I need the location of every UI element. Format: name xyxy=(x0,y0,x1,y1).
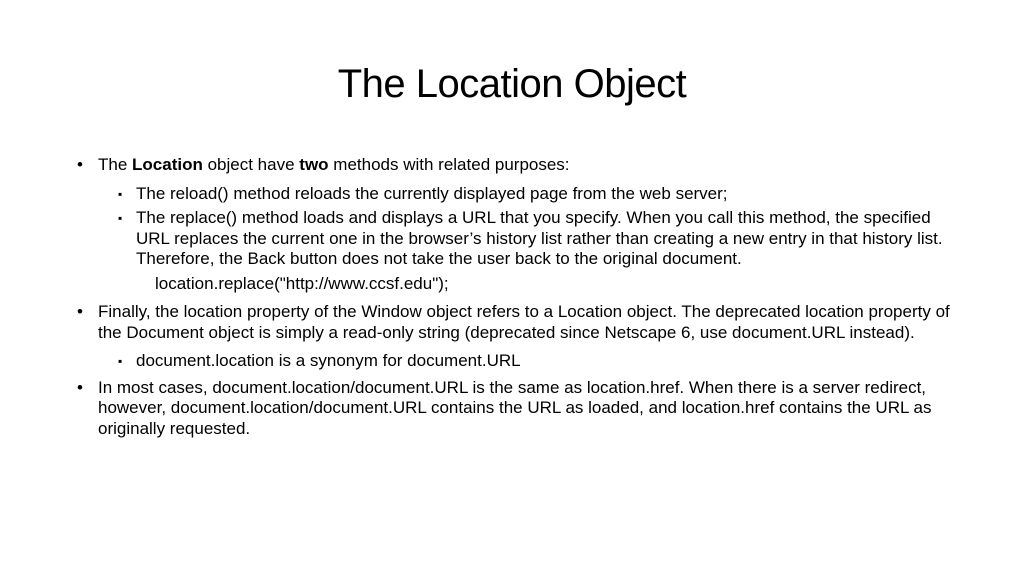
bullet-text: Finally, the location property of the Window object refers to a Location object. The deprecated location property of the Document object is simply a read-only string (deprecated since Netscape 6, use document.URL instead). xyxy=(98,302,950,342)
bullet-text xyxy=(98,155,570,174)
bullet-icon: • xyxy=(77,302,83,321)
sub-bullet-text: The reload() method reloads the currently displayed page from the web server; xyxy=(136,183,728,203)
slide-title: The Location Object xyxy=(337,62,687,106)
text-run: The xyxy=(98,155,133,174)
bullet-window-location xyxy=(74,302,954,343)
bullet-text: In most cases, document.location/document.URL is the same as location.href. When there is a server redirect, however, document.location/document.URL contains the URL as loaded, and location.href contains the URL as originally requested. xyxy=(98,377,932,438)
sub-bullet-text: document.location is a synonym for document.URL xyxy=(136,351,521,370)
sub-bullet-text: The replace() method loads and displays a URL that you specify. When you call this method, the specified URL replaces the current one in the browser’s history list rather than creating a new entry in that history list. Therefore, the Back button does not take the user back to the original document. xyxy=(136,208,943,268)
bullet-icon: • xyxy=(77,377,83,397)
text-run: object have xyxy=(202,155,300,174)
bold-two: two xyxy=(299,155,329,174)
slide-content xyxy=(74,155,954,447)
sub-bullet-reload xyxy=(74,184,954,205)
bullet-redirect xyxy=(74,378,954,440)
square-bullet-icon: ▪ xyxy=(118,354,123,368)
code-example: location.replace("http://www.ccsf.edu"); xyxy=(155,273,449,293)
bullet-icon: • xyxy=(77,155,83,174)
square-bullet-icon: ▪ xyxy=(118,211,123,225)
bold-location: Location xyxy=(132,155,203,174)
bullet-location-methods xyxy=(74,155,954,176)
text-run: methods with related purposes: xyxy=(328,155,570,174)
square-bullet-icon: ▪ xyxy=(118,186,123,201)
sub-bullet-document-location xyxy=(74,351,954,372)
sub-bullet-replace xyxy=(74,208,954,270)
